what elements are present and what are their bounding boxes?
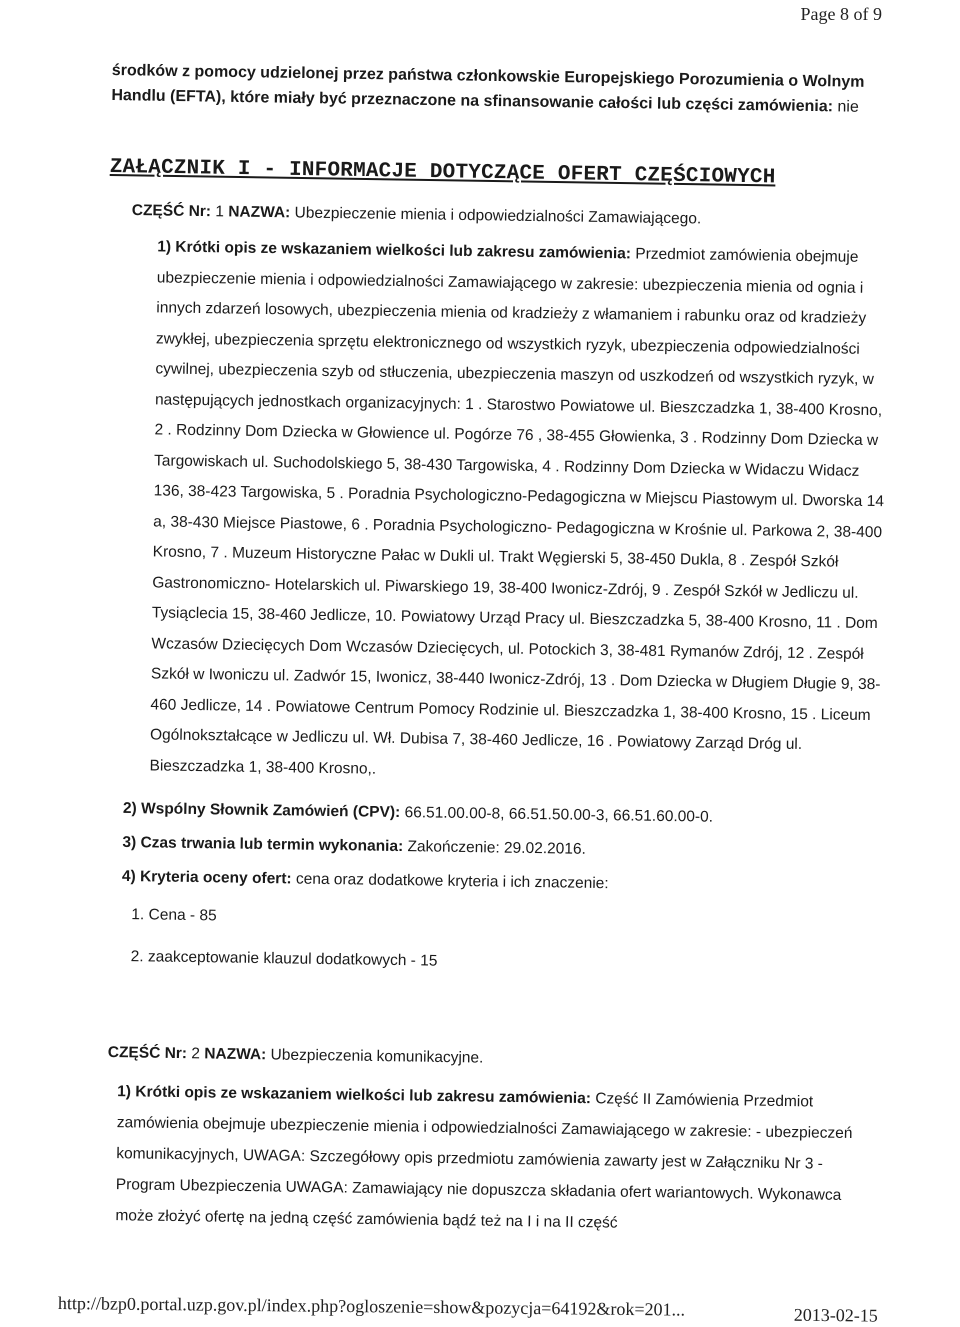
part-1-description — [123, 232, 891, 792]
part-1-criteria — [122, 865, 882, 900]
page-footer — [57, 1293, 918, 1326]
intro-text: środków z pomocy udzielonej przez państwa członkowskie Europejskiego Porozumienia o Wolnym Handlu (EFTA), które miały być przeznaczone na sfinansowanie całości lub części zamówienia: — [111, 61, 865, 116]
criteria-item: 1. Cena - 85 — [131, 906, 217, 925]
part-1-title — [132, 198, 892, 235]
part-2-name: Ubezpieczenia komunikacyjne. — [270, 1046, 484, 1067]
part-2-number: 2 — [191, 1045, 201, 1063]
part-2-label: CZĘŚĆ Nr: — [107, 1043, 188, 1063]
page-number: Page 8 of 9 — [800, 4, 882, 24]
part-1-term-value: Zakończenie: 29.02.2016. — [407, 838, 587, 858]
part-1-cpv-label: 2) Wspólny Słownik Zamówień (CPV): — [122, 799, 401, 822]
part-2-section — [105, 1040, 868, 1242]
part-1-name-label: NAZWA: — [228, 203, 291, 222]
part-2-name-label: NAZWA: — [204, 1045, 267, 1064]
part-2-description — [105, 1076, 867, 1242]
part-2-title — [108, 1040, 868, 1077]
part-1-cpv — [123, 797, 883, 832]
part-1-number: 1 — [215, 203, 225, 221]
intro-value: nie — [837, 98, 859, 116]
part-1-criteria-label: 4) Kryteria oceny ofert: — [121, 867, 292, 888]
part-1-name: Ubezpieczenie mienia i odpowiedzialności Zamawiającego. — [294, 204, 702, 228]
footer-url: http://bzp0.portal.uzp.gov.pl/index.php?ogloszenie=show&pozycja=64192&rok=201... — [57, 1293, 686, 1320]
footer-date: 2013-02-15 — [793, 1304, 878, 1326]
part-2-desc-label: 1) Krótki opis ze wskazaniem wielkości lub zakresu zamówienia: — [117, 1083, 592, 1108]
part-1-term-label: 3) Czas trwania lub termin wykonania: — [122, 833, 404, 856]
part-1-cpv-value: 66.51.00.00-8, 66.51.50.00-3, 66.51.60.00-0. — [404, 804, 714, 826]
part-1-label: CZĘŚĆ Nr: — [131, 201, 212, 221]
part-1-term — [122, 831, 882, 866]
part-1-section — [121, 198, 892, 980]
part-1-criteria-value: cena oraz dodatkowe kryteria i ich znaczenie: — [295, 870, 609, 893]
criteria-item: 2. zaakceptowanie klauzul dodatkowych - 15 — [130, 948, 438, 970]
part-2-desc-text: Część II Zamówienia Przedmiot zamówienia obejmuje ubezpieczenie mienia i odpowiedzialności Zamawiającego w zakresie: - ubezpieczeń komunikacyjnych, UWAGA: Szczegółowy opis przedmiotu zamówienia zawarty jest w Załączniku Nr 3 - Program Ubezpieczenia UWAGA: Zamawiający nie dopuszcza składania ofert wariantowych. Wykonawca może złożyć ofertę na jedną część zamówienia bądź też na I i na II część — [115, 1090, 853, 1232]
attachment-heading: ZAŁĄCZNIK I - INFORMACJE DOTYCZĄCE OFERT CZĘŚCIOWYCH — [109, 156, 776, 190]
part-1-desc-text: Przedmiot zamówienia obejmuje ubezpieczenie mienia i odpowiedzialności Zamawiającego w zakresie: ubezpieczenia mienia od ognia i innych zdarzeń losowych, ubezpieczenia mienia od kradzieży z włamaniem i rabunku oraz od kradzieży zwykłej, ubezpieczenia sprzętu elektronicznego od wszystkich ryzyk, ubezpieczenia odpowiedzialności cywilnej, ubezpieczenia szyb od stłuczenia, ubezpieczenia maszyn od uszkodzeń od wszystkich ryzyk, w następujących jednostkach organizacyjnych: 1 . Starostwo Powiatowe ul. Bieszczadzka 1, 38-400 Krosno, 2 . Rodzinny Dom Dziecka w Głowience ul. Pogórze 76 , 38-455 Głowienka, 3 . Rodzinny Dom Dziecka w Targowiskach ul. Suchodolskiego 5, 38-430 Targowiska, 4 . Rodzinny Dom Dziecka w Widaczu Widacz 136, 38-423 Targowiska, 5 . Poradnia Psychologiczno-Pedagogiczna w Miejscu Piastowym ul. Dworska 14 a, 38-430 Miejsce Piastowe, 6 . Poradnia Psychologiczno- Pedagogiczna w Krośnie ul. Parkowa 2, 38-400 Krosno, 7 . Muzeum Historyczne Pałac w Dukli ul. Trakt Węgierski 5, 38-450 Dukla, 8 . Zespół Szkół Gastronomiczno- Hotelarskich ul. Piwarskiego 19, 38-400 Iwonicz-Zdrój, 9 . Zespół Szkół w Jedliczu ul. Tysiąclecia 15, 38-460 Jedlicze, 10. Powiatowy Urząd Pracy ul. Bieszczadzka 5, 38-400 Krosno, 11 . Dom Wczasów Dziecięcych Dom Wczasów Dziecięcych, ul. Potockich 3, 38-481 Rymanów Zdrój, 12 . Zespół Szkół w Iwoniczu ul. Zadwór 15, Iwonicz, 38-440 Iwonicz-Zdrój, 13 . Dom Dziecka w Długiem Długie 9, 38-460 Jedlicze, 14 . Powiatowe Centrum Pomocy Rodzinie ul. Bieszczadzka 1, 38-400 Krosno, 15 . Liceum Ogólnokształcące w Jedliczu ul. Wł. Dubisa 7, 38-460 Jedlicze, 16 . Powiatowy Zarząd Dróg ul. Bieszczadzka 1, 38-400 Krosno,. — [149, 245, 885, 778]
part-1-desc-label: 1) Krótki opis ze wskazaniem wielkości lub zakresu zamówienia: — [157, 238, 632, 263]
intro-paragraph — [111, 58, 882, 120]
